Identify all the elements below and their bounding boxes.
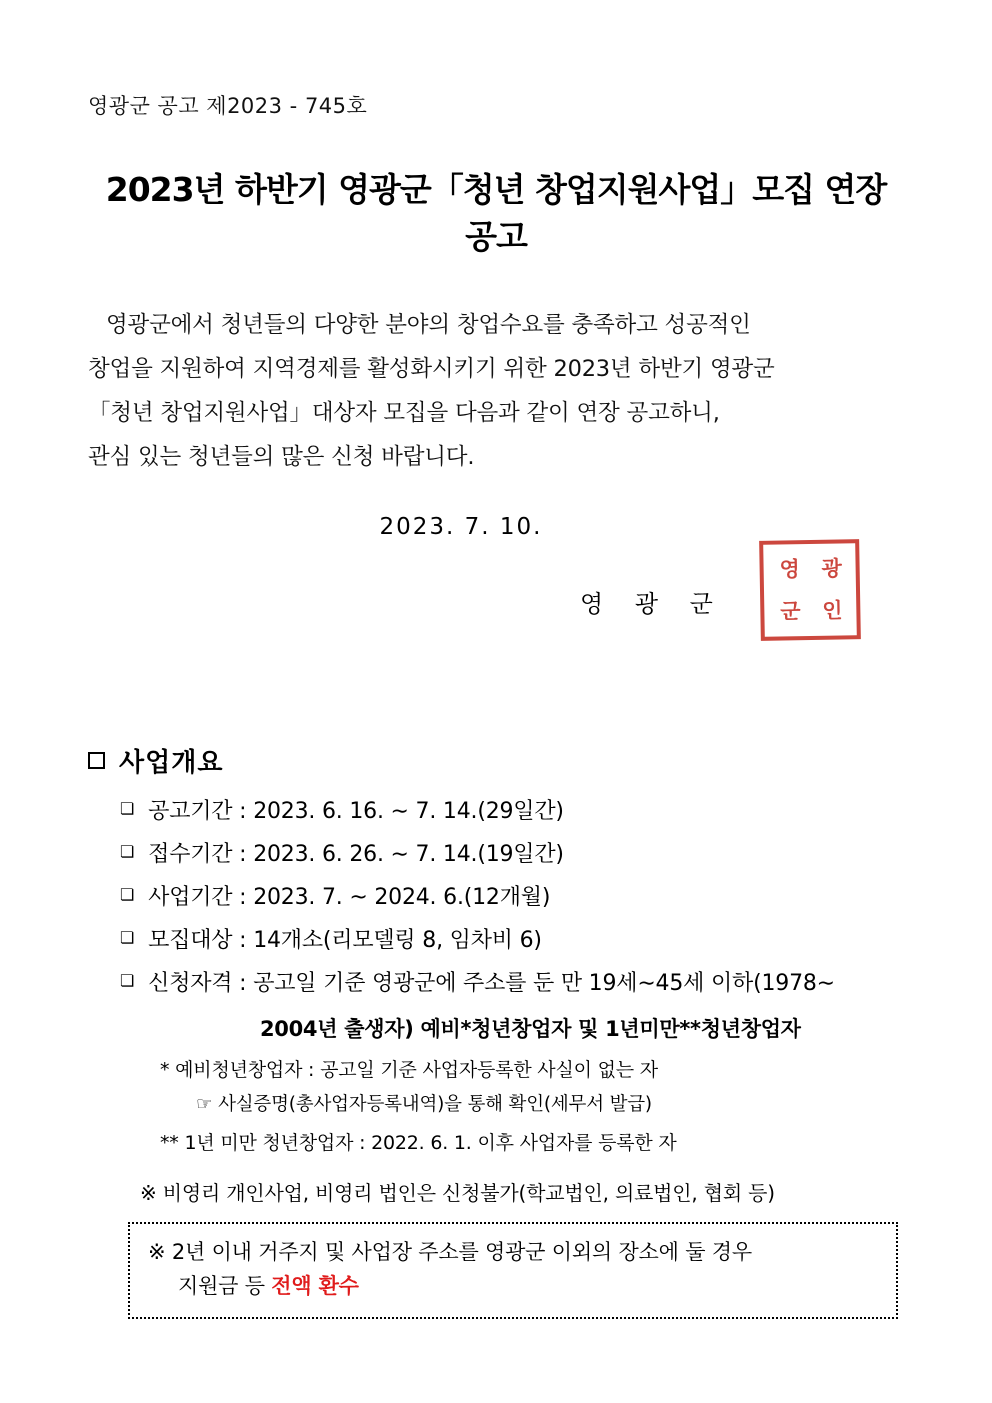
list-item — [120, 838, 904, 872]
list-item-value: 2023. 7. ~ 2024. 6.(12개월) — [253, 884, 551, 910]
list-item-key: 공고기간 — [148, 798, 233, 824]
section-heading-label: 사업개요 — [119, 747, 224, 778]
seal-char-4: 인 — [821, 597, 841, 622]
list-item-key: 신청자격 — [148, 970, 233, 996]
intro-paragraph — [88, 304, 904, 480]
seal-char-1: 영 — [779, 556, 798, 581]
issue-date: 2023. 7. 10. — [379, 513, 543, 540]
intro-line-1: 영광군에서 청년들의 다양한 분야의 창업수요를 충족하고 성공적인 — [106, 312, 751, 338]
warning-highlight: 전액 환수 — [271, 1273, 359, 1298]
section-heading — [88, 742, 904, 779]
ring-bullet-icon: ❏ — [120, 970, 135, 990]
qualification-continued: 2004년 출생자) 예비*청년창업자 및 1년미만**청년창업자 — [260, 1016, 801, 1041]
ring-bullet-icon: ❏ — [120, 927, 135, 947]
ring-bullet-icon: ❏ — [120, 841, 135, 861]
list-item — [120, 795, 904, 829]
list-item-label: 사업기간 : 2023. 7. ~ 2024. 6.(12개월) — [148, 884, 551, 910]
note-preliminary-founder: * 예비청년창업자 : 공고일 기준 사업자등록한 사실이 없는 자 — [160, 1058, 658, 1081]
intro-line-3: 「청년 창업지원사업」대상자 모집을 다음과 같이 연장 공고하니, — [88, 399, 720, 426]
ring-bullet-icon: ❏ — [120, 884, 135, 904]
list-item-value: 2023. 6. 16. ∼ 7. 14.(29일간) — [253, 798, 564, 824]
warning-line-1: ※ 2년 이내 거주지 및 사업장 주소를 영광군 이외의 장소에 둘 경우 — [148, 1239, 752, 1264]
ring-bullet-icon: ❏ — [120, 798, 135, 818]
list-item-label: 신청자격 : 공고일 기준 영광군에 주소를 둔 만 19세∼45세 이하(1978∼ — [148, 970, 835, 996]
warning-line-2 — [148, 1270, 878, 1304]
list-item-key: 사업기간 — [148, 884, 233, 910]
seal-char-3: 군 — [779, 598, 799, 623]
list-item-value: 공고일 기준 영광군에 주소를 둔 만 19세∼45세 이하(1978∼ — [253, 970, 835, 996]
list-item-key: 모집대상 — [148, 927, 233, 953]
list-item — [120, 924, 904, 958]
note-proof-method: ☞ 사실증명(총사업자등록내역)을 통해 확인(세무서 발급) — [196, 1093, 652, 1115]
note-under-one-year-founder: ** 1년 미만 청년창업자 : 2022. 6. 1. 이후 사업자를 등록한 자 — [160, 1131, 677, 1154]
seal-char-2: 광 — [821, 555, 840, 580]
list-item-key: 접수기간 — [148, 841, 233, 867]
official-seal-icon — [759, 539, 861, 641]
signer-name: 영 광 군 — [580, 589, 725, 618]
list-item-value: 14개소(리모델링 8, 임차비 6) — [253, 927, 542, 953]
list-item-value: 2023. 6. 26. ∼ 7. 14.(19일간) — [253, 841, 564, 867]
page-title: 2023년 하반기 영광군「청년 창업지원사업」모집 연장 공고 — [105, 170, 887, 256]
list-item-label: 공고기간 : 2023. 6. 16. ∼ 7. 14.(29일간) — [148, 798, 564, 824]
warning-line-2-prefix: 지원금 등 — [178, 1273, 272, 1298]
list-item — [120, 881, 904, 915]
warning-box — [128, 1222, 898, 1319]
document-number: 영광군 공고 제2023 - 745호 — [88, 94, 368, 118]
caution-nonprofit: ※ 비영리 개인사업, 비영리 법인은 신청불가(학교법인, 의료법인, 협회 등) — [140, 1180, 775, 1205]
intro-line-2: 창업을 지원하여 지역경제를 활성화시키기 위한 2023년 하반기 영광군 — [88, 355, 775, 382]
square-bullet-icon — [88, 752, 105, 769]
overview-list — [88, 795, 904, 1320]
signature-block — [88, 555, 904, 672]
list-item-label: 모집대상 : 14개소(리모델링 8, 임차비 6) — [148, 927, 542, 953]
list-item — [120, 967, 904, 1001]
list-item-label: 접수기간 : 2023. 6. 26. ∼ 7. 14.(19일간) — [148, 841, 564, 867]
intro-line-4: 관심 있는 청년들의 많은 신청 바랍니다. — [88, 443, 475, 470]
